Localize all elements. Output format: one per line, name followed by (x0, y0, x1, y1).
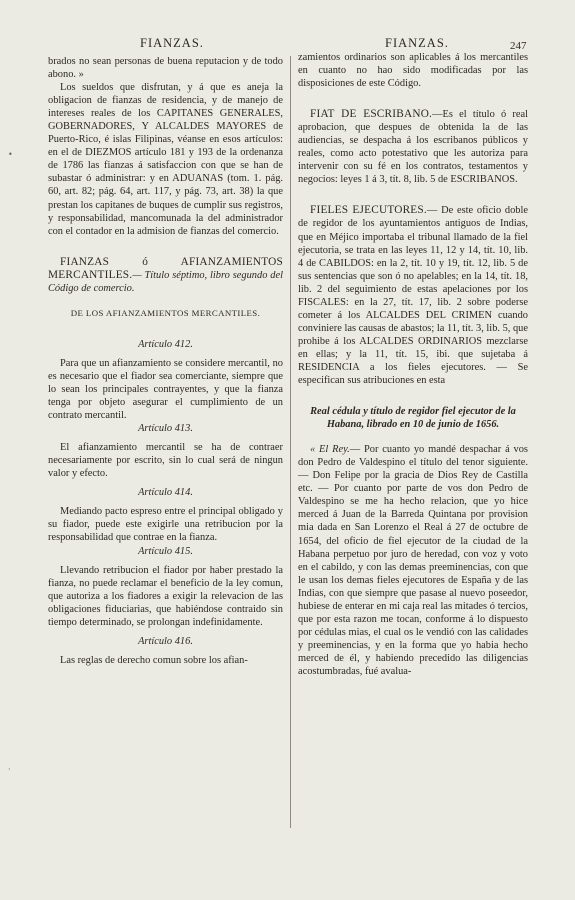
entry-text: — De este oficio doble de regidor de los ayuntamientos antiguos de Indias, que en Méjico importaba el tribunal llamado de la fiel ejecutoria, se trata en las leyes 11, 12 y 14, tít. 10, lib. 4 de CABILDOS: en la 2, tít. 10 y 19, tít. 12, lib. 5 de sus sentencias que son ó no apelables; en la 14, tít. 18, lib. 2 del seguimiento de estas apelaciones por los FISCALES: en la 27, tít. 17, lib. 2 sobre poderse cometer á los ALCALDES DEL CRIMEN cuando conviniere las causas de abastos; la 11, tít. 3, lib. 5, que prohibe á los ALCALDES ORDINARIOS mezclarse en ellas; y la 11, tít. 15, ibi. que sujetaba á RESIDENCIA a los fieles ejecutores. — Se especifican sus atribuciones en esta (298, 205, 528, 387)
left-column (48, 55, 283, 667)
article-412-title: Artículo 412. (138, 338, 193, 350)
running-header-right: FIANZAS. (385, 36, 449, 50)
page-number: 247 (510, 40, 527, 52)
article-416-title: Artículo 416. (138, 635, 193, 647)
cedula-body: — Por cuanto yo mandé despachar á vos don Pedro de Valdespino el título del tenor siguiente. — Don Felipe por la gracia de Dios Rey de Castilla etc. — Por cuanto por parte de vos don Pedro de Valdespino se me ha hecho relacion, que yo hice merced á Juan de la Barreda Quintana por provision mia dada en San Lorenzo el Real á 27 de octubre de 1654, del oficio de fiel ejecutor de la ciudad de la Habana perpetuo por juro de heredad, con voz y voto en el cabildo, y con las demas preeminencias, con que le usan los demas fieles ejecutores de España y de las Indias, con que siempre que pasase al nuevo poseedor, hubiese de enterar en mi caja real las mitades ó tercios, que por esta razon me tocan, conforme á lo dispuesto por cédulas mias, el cual os le vendió con las calidades y preeminencias, y en la forma que yo habia hecho merced de él, y habiendo precedido las diligencias acostumbradas, fué avalua- (298, 444, 528, 677)
column-divider (290, 56, 291, 828)
margin-mark: • (8, 150, 13, 159)
section-heading-fianzas-mercantiles (48, 256, 283, 295)
article-414-text: Mediando pacto espreso entre el principal obligado y su fiador, puede este exigirle una retribucion por la responsabilidad que contrae en la fianza. (48, 506, 283, 544)
article-415-title: Artículo 415. (138, 545, 193, 557)
cedula-text (298, 443, 528, 678)
article-413-text: El afianzamiento mercantil se ha de contraer necesariamente por escrito, sin lo cual será de ningun valor y efecto. (48, 442, 283, 480)
cedula-title: Real cédula y título de regidor fiel ejecutor de la Habana, librado en 10 de junio de 1656. (310, 406, 516, 431)
paragraph-continuation: brados no sean personas de buena reputacion y de todo abono. » (48, 56, 283, 81)
entry-heading: FIAT DE ESCRIBANO. (310, 108, 433, 121)
entry-heading: FIELES EJECUTORES. (310, 204, 427, 217)
entry-text: —Es el título ó real aprobacion, que despues de obtenida la de las audiencias, se despacha á los escribanos públicos y reales, como acto potestativo que les autoriza para intervenir con su fé en los contratos, testamentos y negocios: leyes 1 á 3, tít. 8, lib. 5 de ESCRIBANOS. (298, 109, 528, 186)
entry-fieles-ejecutores (298, 204, 528, 387)
article-415-text: Llevando retribucion el fiador por haber prestado la fianza, no puede reclamar el beneficio de la ley comun, que autoriza a los fiadores a exigir la relevacion de las obligaciones fiduciarias, que habiéndose contraido sin tiempo determinado, se prolongan indefinidamente. (48, 564, 283, 628)
heading-text: FIANZAS ó AFIANZAMIENTOS MERCANTILES. (48, 255, 283, 281)
running-header-left: FIANZAS. (140, 36, 204, 50)
cedula-lead: « El Rey. (310, 444, 350, 456)
entry-fiat-de-escribano (298, 108, 528, 186)
margin-mark: · (8, 765, 11, 774)
article-416-text: Las reglas de derecho comun sobre los afian- (60, 654, 248, 666)
subheading: DE LOS AFIANZAMIENTOS MERCANTILES. (70, 307, 261, 318)
heading-subtitle: — Título séptimo, libro segundo del Código de comercio. (48, 269, 283, 294)
article-414-title: Artículo 414. (138, 487, 193, 499)
right-column (298, 51, 528, 678)
article-413-title: Artículo 413. (138, 423, 193, 435)
article-412-text: Para que un afianzamiento se considere mercantil, no es necesario que el fiador sea comerciante, siempre que lo sean los principales contrayentes, y que la fianza tenga por objeto asegurar el cumplimiento de un contrato mercantil. (48, 357, 283, 422)
paragraph-continuation-right: zamientos ordinarios son aplicables á los mercantiles en cuanto no hao sido modificadas por las disposiciones de este Código. (298, 52, 528, 90)
paragraph-sueldos: Los sueldos que disfrutan, y á que es aneja la obligacion de fianzas de residencia, y de manejo de intereses reales de los CAPITANES GENERALES, GOBERNADORES, Y ALCALDES MAYORES de Puerto-Rico, é islas Filipinas, véanse en esos artículos: en el de DIEZMOS artículo 181 y 193 de la ordenanza de 1786 las fianzas á satisfaccion con que se han de subastar ó administrar: y en ADUANAS (tom. 1. pág. 60, art. 82; pág. 64, art. 117, y pág. 73, art. 38) la que prestan los capitanes de buques de cumplir sus registros, y responsabilidad, mancomunada la del administrador con el contador en la admision de fianzas del comercio. (48, 82, 283, 237)
